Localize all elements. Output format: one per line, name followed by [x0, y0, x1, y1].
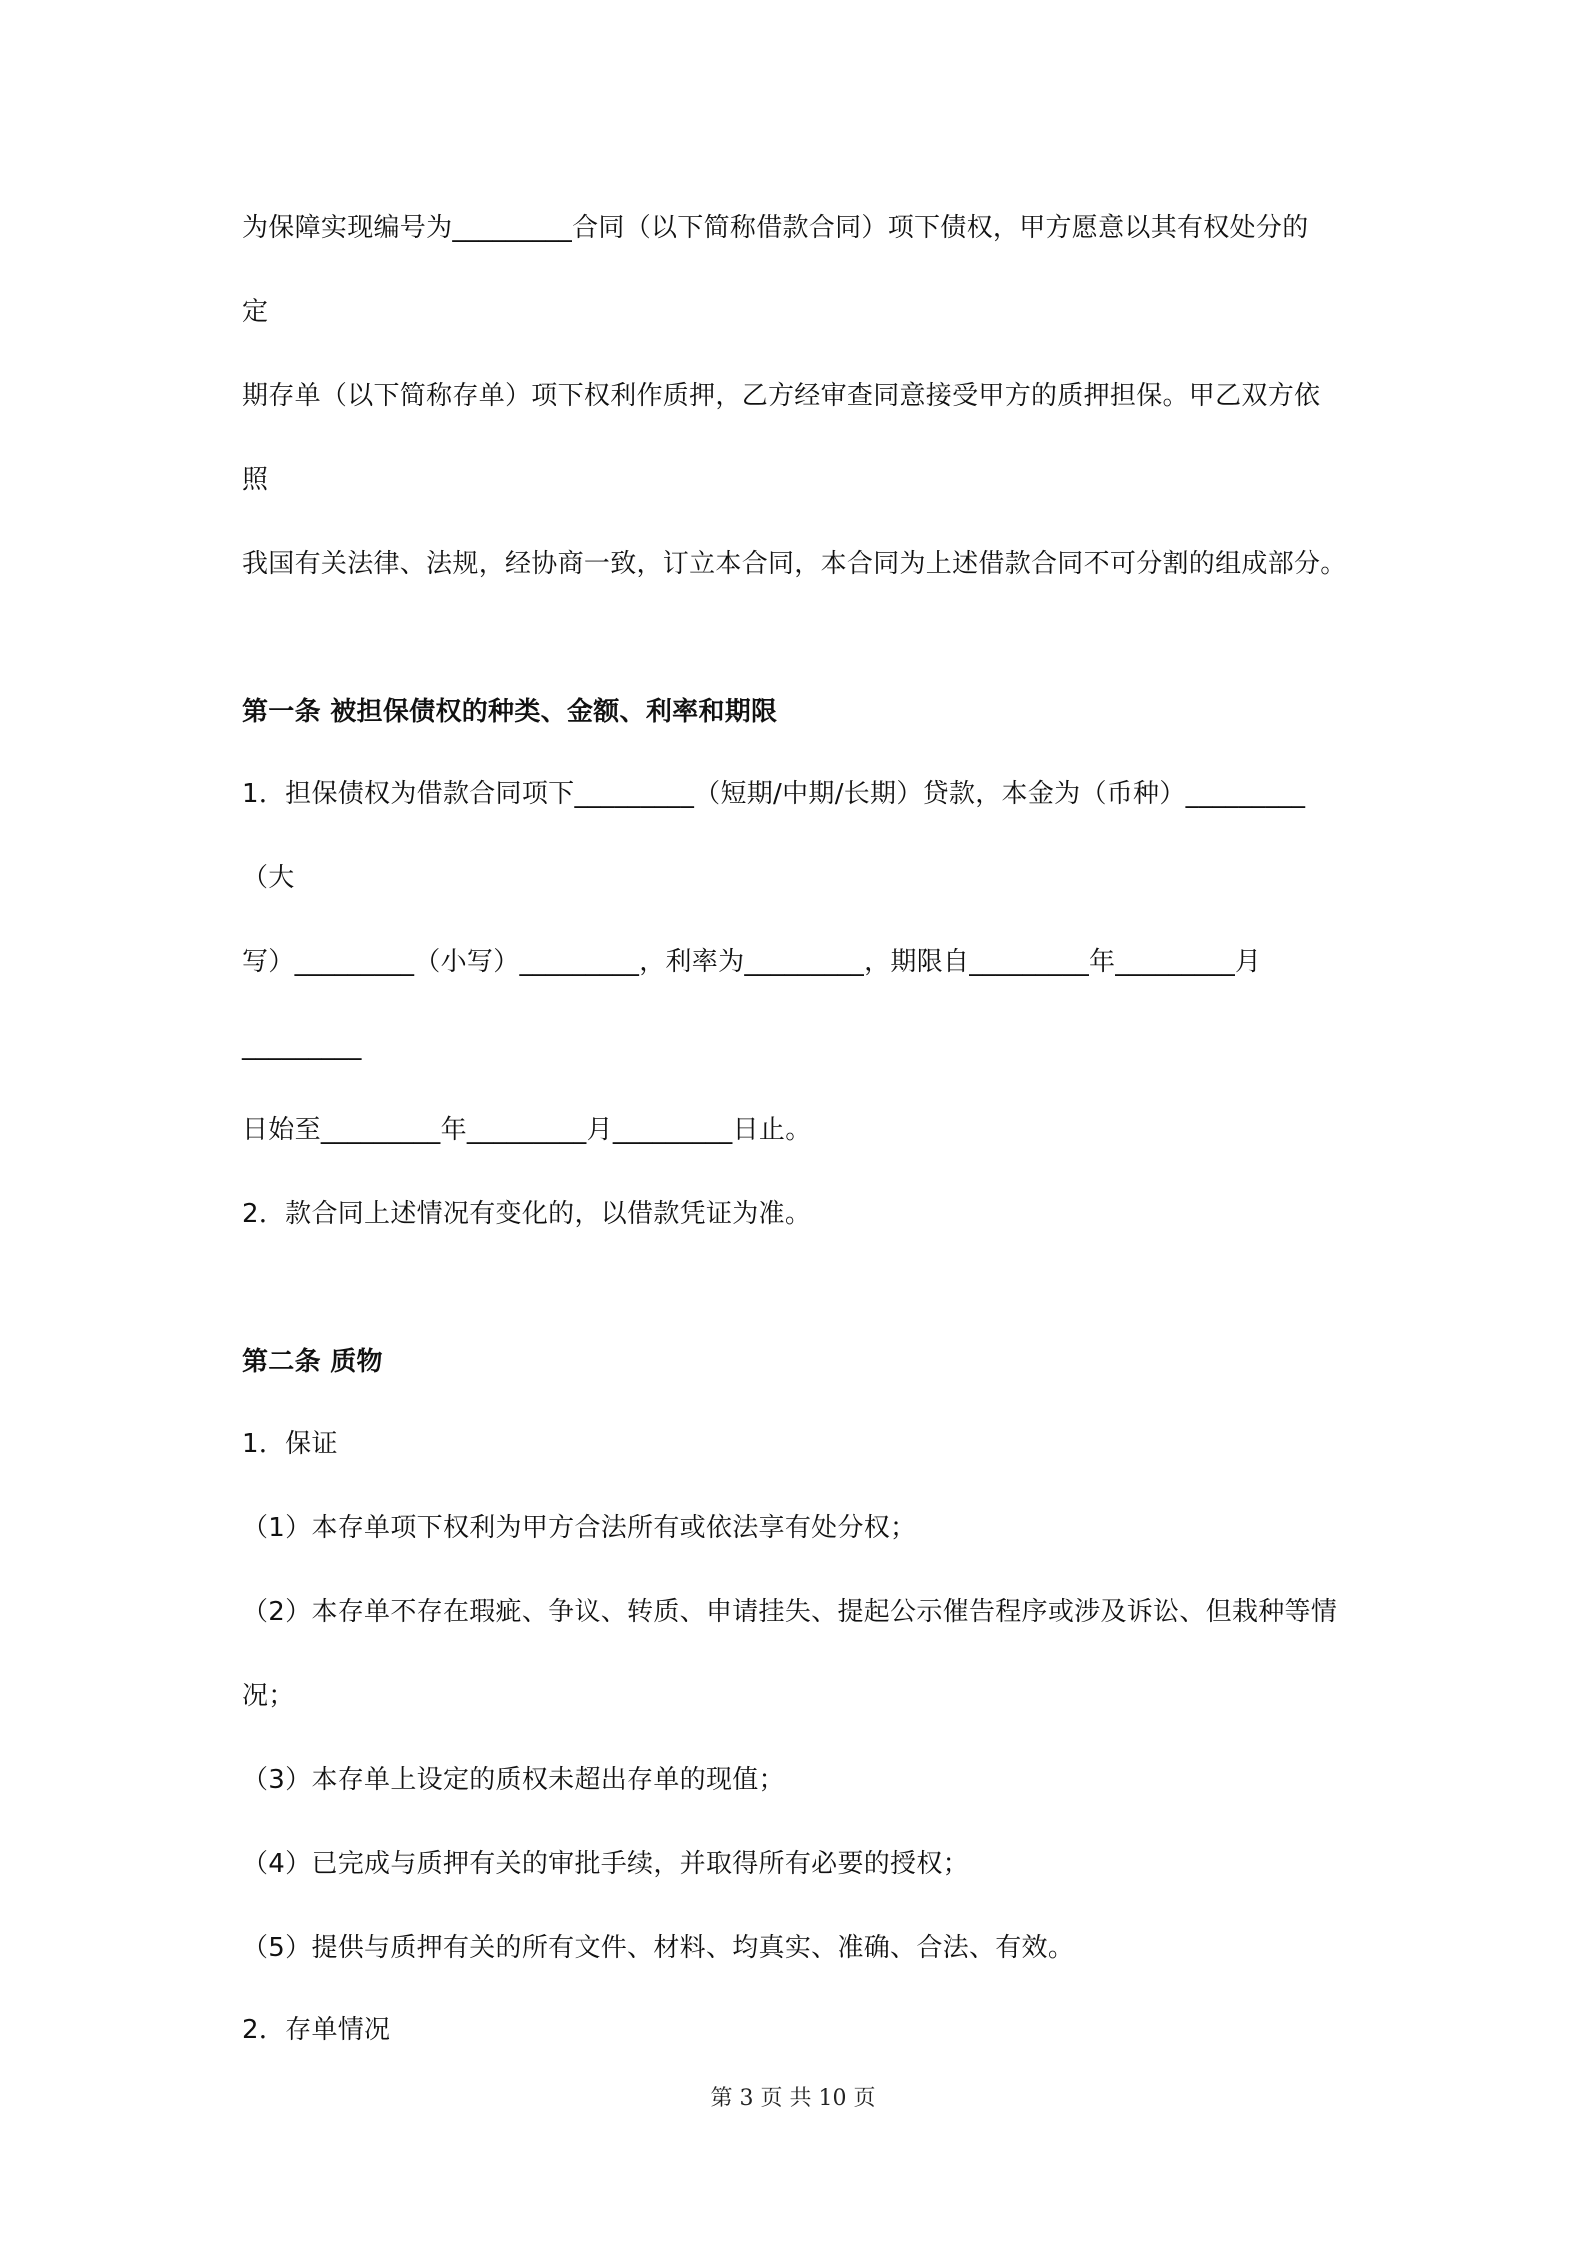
paragraph-line: 2．款合同上述情况有变化的，以借款凭证为准。	[242, 1199, 812, 1229]
paragraph-line: （大	[242, 863, 295, 893]
paragraph-line: 我国有关法律、法规，经协商一致，订立本合同，本合同为上述借款合同不可分割的组成部分。	[242, 549, 1347, 579]
article-heading: 第一条 被担保债权的种类、金额、利率和期限	[242, 697, 778, 727]
paragraph-line: 况；	[242, 1681, 295, 1711]
paragraph-line: 为保障实现编号为_________合同（以下简称借款合同）项下债权，甲方愿意以其有权处分的	[242, 213, 1309, 243]
paragraph-line: 照	[242, 465, 269, 495]
list-item: （3）本存单上设定的质权未超出存单的现值；	[242, 1765, 785, 1795]
paragraph-line: 1．保证	[242, 1429, 338, 1459]
list-item: （4）已完成与质押有关的审批手续，并取得所有必要的授权；	[242, 1849, 969, 1879]
paragraph-line: 定	[242, 297, 269, 327]
list-item: （1）本存单项下权利为甲方合法所有或依法享有处分权；	[242, 1513, 917, 1543]
paragraph-line: 期存单（以下简称存单）项下权利作质押，乙方经审查同意接受甲方的质押担保。甲乙双方依	[242, 381, 1321, 411]
paragraph-line: 2．存单情况	[242, 2015, 391, 2045]
paragraph-line: 写）_________（小写）_________，利率为_________，期限自_________年_________月	[242, 947, 1262, 977]
article-heading: 第二条 质物	[242, 1347, 383, 1377]
list-item: （5）提供与质押有关的所有文件、材料、均真实、准确、合法、有效。	[242, 1933, 1075, 1963]
paragraph-line: _________	[242, 1031, 362, 1061]
page-number-footer: 第 3 页 共 10 页	[710, 2086, 876, 2111]
list-item: （2）本存单不存在瑕疵、争议、转质、申请挂失、提起公示催告程序或涉及诉讼、但栽种等情	[242, 1597, 1338, 1627]
paragraph-line: 日始至_________年_________月_________日止。	[242, 1115, 812, 1145]
paragraph-line: 1．担保债权为借款合同项下_________（短期/中期/长期）贷款，本金为（币种）_________	[242, 779, 1306, 809]
